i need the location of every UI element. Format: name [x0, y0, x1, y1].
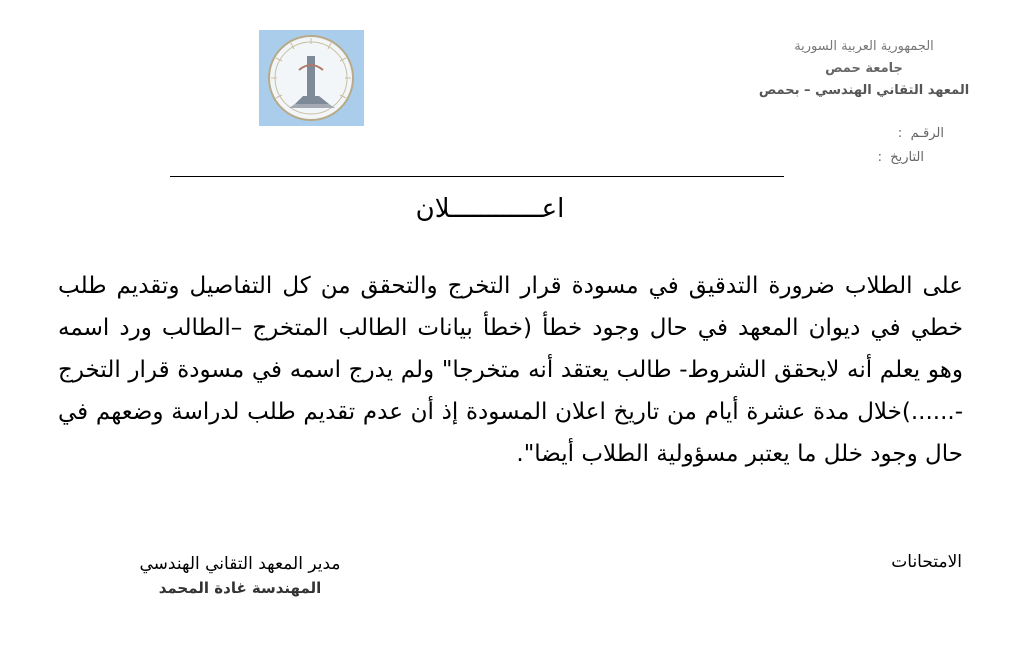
signer-title: مدير المعهد التقاني الهندسي	[139, 554, 341, 574]
country-name: الجمهورية العربية السورية	[794, 39, 934, 54]
university-emblem-icon	[259, 30, 364, 126]
date-label: التاريخ :	[877, 150, 924, 165]
letterhead	[734, 36, 994, 102]
exams-department: الامتحانات	[891, 552, 962, 572]
reference-number-label: الرقـم :	[897, 126, 944, 141]
signer-name: المهندسة غادة المحمد	[158, 579, 322, 597]
signature-block	[125, 552, 355, 600]
university-name: جامعة حمص	[825, 61, 903, 76]
institute-name: المعهد التقاني الهندسي – بحمص	[758, 83, 970, 98]
header-divider	[170, 176, 784, 177]
announcement-title: اعــــــــــــلان	[415, 194, 565, 224]
announcement-body: على الطلاب ضرورة التدقيق في مسودة قرار التخرج والتحقق من كل التفاصيل وتقديم طلب خطي في ديوان المعهد في حال وجود خطأ (خطأ بيانات الطالب المتخرج –الطالب ورد اسمه وهو يعلم أنه لايحقق الشروط- طالب يعتقد أنه متخرجا" ولم يدرج اسمه في مسودة قرار التخرج -......)خلال مدة عشرة أيام من تاريخ اعلان المسودة إذ أن عدم تقديم طلب لدراسة وضعهم في حال وجود خلل ما يعتبر مسؤولية الطلاب أيضا".	[58, 273, 963, 467]
